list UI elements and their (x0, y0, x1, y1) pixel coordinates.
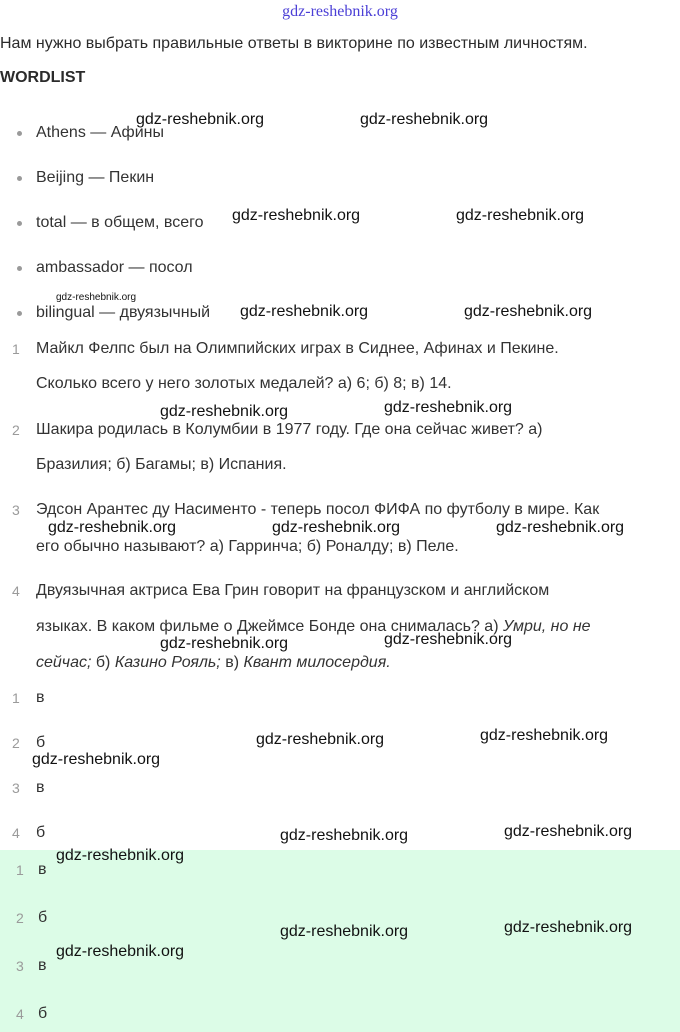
bullet-icon (17, 176, 22, 181)
question-text-line (36, 651, 391, 675)
question-text-plain: в) (220, 654, 244, 671)
answer-number: 4 (12, 825, 20, 841)
watermark: gdz-reshebnik.org (280, 923, 409, 940)
watermark: gdz-reshebnik.org (272, 519, 401, 536)
question-text-italic: сейчас; (36, 654, 92, 671)
watermark: gdz-reshebnik.org (32, 751, 161, 768)
answer-number: 3 (12, 780, 20, 796)
watermark: gdz-reshebnik.org (56, 943, 185, 960)
watermark: gdz-reshebnik.org (464, 303, 593, 320)
watermark: gdz-reshebnik.org (480, 727, 609, 744)
answer-value: б (38, 1005, 48, 1022)
answer-number: 1 (16, 862, 24, 878)
question-text-line: Шакира родилась в Колумбии в 1977 году. Где она сейчас живет? а) (36, 421, 543, 438)
answer-row (0, 686, 680, 710)
answer-number: 1 (12, 690, 20, 706)
bullet-icon (17, 131, 22, 136)
answer-number: 2 (16, 910, 24, 926)
question-text-italic: Квант милосердия. (243, 654, 391, 671)
question-text-line: Майкл Фелпс был на Олимпийских играх в Сиднее, Афинах и Пекине. (36, 340, 559, 357)
watermark: gdz-reshebnik.org (48, 519, 177, 536)
question-text-plain: языках. В каком фильме о Джеймсе Бонде она снималась? а) (36, 618, 503, 635)
bullet-icon (17, 311, 22, 316)
question-number: 3 (12, 502, 20, 518)
wordlist-item (0, 121, 680, 145)
question-number: 2 (12, 422, 20, 438)
answer-row (0, 776, 680, 800)
question-text-line: Сколько всего у него золотых медалей? а) 6; б) 8; в) 14. (36, 375, 452, 392)
wordlist-item-text: Beijing — Пекин (36, 169, 155, 186)
watermark: gdz-reshebnik.org (504, 919, 633, 936)
wordlist-item (0, 256, 680, 280)
watermark: gdz-reshebnik.org (496, 519, 625, 536)
watermark: gdz-reshebnik.org (280, 827, 409, 844)
question-text-line: Двуязычная актриса Ева Грин говорит на французском и английском (36, 582, 550, 599)
intro-text: Нам нужно выбрать правильные ответы в викторине по известным личностям. (0, 35, 588, 52)
watermark: gdz-reshebnik.org (136, 111, 265, 128)
watermark: gdz-reshebnik.org (240, 303, 369, 320)
question-text-line: его обычно называют? а) Гарринча; б) Роналду; в) Пеле. (36, 538, 459, 555)
question-number: 1 (12, 341, 20, 357)
wordlist-item-text: ambassador — посол (36, 259, 193, 276)
answer-value: б (38, 909, 48, 926)
wordlist-item-text: bilingual — двуязычный (36, 304, 211, 321)
question-text-line: Эдсон Арантес ду Насименто - теперь посол ФИФА по футболу в мире. Как (36, 501, 600, 518)
watermark: gdz-reshebnik.org (456, 207, 585, 224)
bullet-icon (17, 221, 22, 226)
answer-number: 4 (16, 1006, 24, 1022)
watermark: gdz-reshebnik.org (232, 207, 361, 224)
answer-row (0, 1002, 680, 1026)
answer-value: б (36, 734, 46, 751)
site-header-link[interactable]: gdz-reshebnik.org (282, 3, 398, 20)
watermark: gdz-reshebnik.org (56, 292, 137, 303)
answer-number: 2 (12, 735, 20, 751)
answer-number: 3 (16, 958, 24, 974)
answer-value: б (36, 824, 46, 841)
wordlist-item-text: Athens — Афины (36, 124, 164, 141)
bullet-icon (17, 266, 22, 271)
wordlist-heading: WORDLIST (0, 69, 86, 86)
question-text-plain: б) (91, 654, 115, 671)
question-text-italic: Умри, но не (502, 618, 591, 635)
watermark: gdz-reshebnik.org (56, 847, 185, 864)
answer-value: в (38, 957, 47, 974)
watermark: gdz-reshebnik.org (384, 631, 513, 648)
answer-value: в (38, 861, 47, 878)
question-text-line: Бразилия; б) Багамы; в) Испания. (36, 456, 287, 473)
watermark: gdz-reshebnik.org (160, 635, 289, 652)
answer-value: в (36, 779, 45, 796)
answer-value: в (36, 689, 45, 706)
watermark: gdz-reshebnik.org (160, 403, 289, 420)
watermark: gdz-reshebnik.org (256, 731, 385, 748)
wordlist-item (0, 166, 680, 190)
question-text-italic: Казино Рояль; (114, 654, 221, 671)
watermark: gdz-reshebnik.org (360, 111, 489, 128)
watermark: gdz-reshebnik.org (504, 823, 633, 840)
watermark: gdz-reshebnik.org (384, 399, 513, 416)
question-number: 4 (12, 583, 20, 599)
wordlist-item-text: total — в общем, всего (36, 214, 204, 231)
